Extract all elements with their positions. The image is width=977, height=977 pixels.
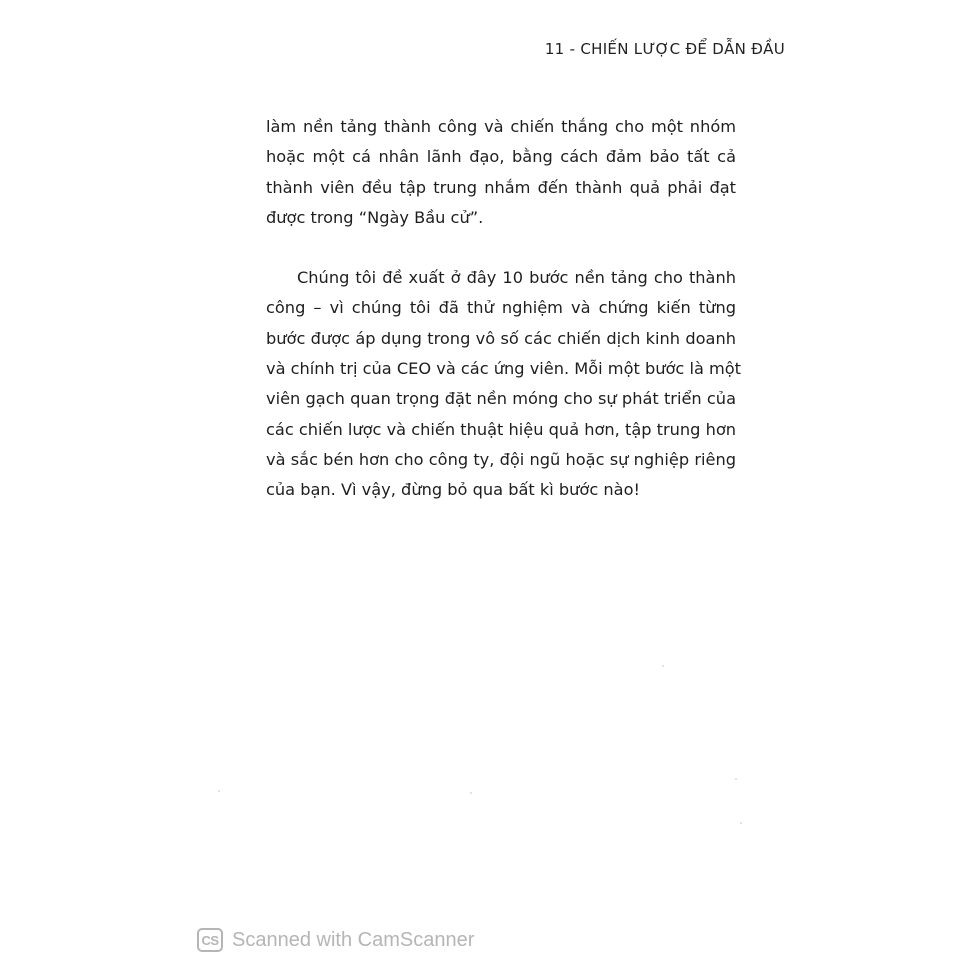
text-line: công – vì chúng tôi đã thử nghiệm và chứng kiến từng	[266, 298, 736, 318]
paragraph-2	[266, 263, 742, 505]
camscanner-logo-icon: CS	[197, 928, 223, 952]
text-line: và chính trị của CEO và các ứng viên. Mỗi một bước là một	[266, 359, 742, 379]
camscanner-watermark	[197, 928, 474, 952]
watermark-label: Scanned with CamScanner	[232, 928, 475, 951]
text-line: viên gạch quan trọng đặt nền móng cho sự phát triển của	[266, 389, 736, 409]
scan-speck	[218, 790, 220, 792]
text-line: hoặc một cá nhân lãnh đạo, bằng cách đảm bảo tất cả	[266, 147, 736, 167]
scan-speck	[470, 792, 472, 794]
text-line: được trong “Ngày Bầu cử”.	[266, 207, 484, 227]
text-line: của bạn. Vì vậy, đừng bỏ qua bất kì bước nào!	[266, 480, 640, 500]
text-line: bước được áp dụng trong vô số các chiến dịch kinh doanh	[266, 328, 736, 348]
text-line: làm nền tảng thành công và chiến thắng cho một nhóm	[266, 117, 736, 136]
text-line: các chiến lược và chiến thuật hiệu quả hơn, tập trung hơn	[266, 419, 737, 439]
scan-speck	[735, 778, 737, 780]
body-text	[266, 112, 742, 506]
scan-speck	[740, 822, 742, 824]
text-line: và sắc bén hơn cho công ty, đội ngũ hoặc sự nghiệp riêng	[266, 449, 736, 469]
paragraph-1	[266, 112, 736, 233]
scan-speck	[662, 665, 664, 667]
running-header: 11 - CHIẾN LƯỢC ĐỂ DẪN ĐẦU	[544, 40, 785, 58]
text-line: Chúng tôi đề xuất ở đây 10 bước nền tảng cho thành	[297, 268, 736, 288]
text-line: thành viên đều tập trung nhắm đến thành quả phải đạt	[266, 177, 736, 197]
